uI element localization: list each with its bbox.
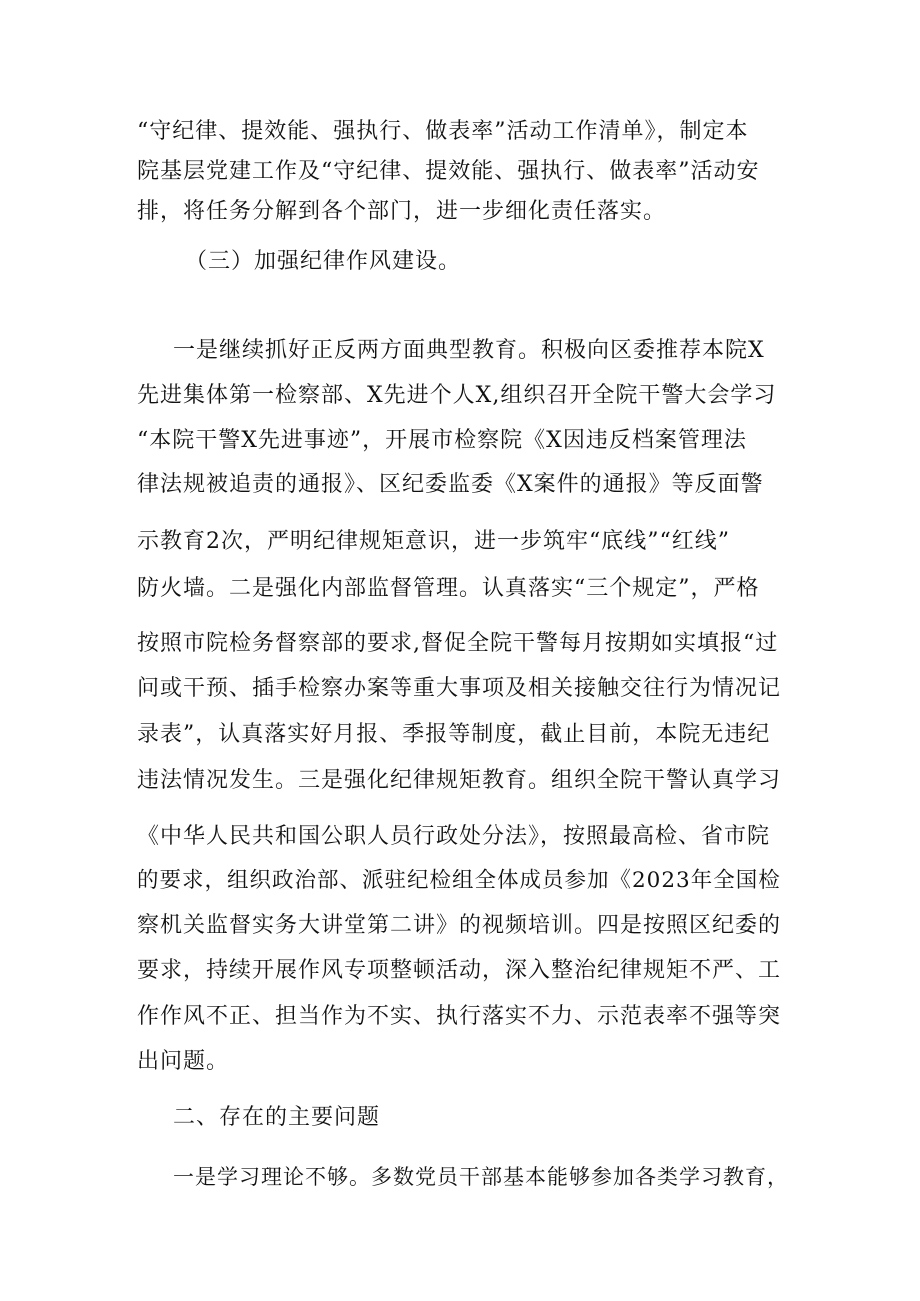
paragraph-line-18: 要求，持续开展作风专项整顿活动，深入整治纪律规矩不严、工: [137, 958, 782, 983]
paragraph-line-10: 防火墙。二是强化内部监督管理。认真落实“三个规定”，严格: [137, 576, 760, 601]
paragraph-line-11: 按照市院检务督察部的要求,督促全院干警每月按期如实填报“过: [137, 631, 779, 656]
paragraph-line-16: 的要求，组织政治部、派驻纪检组全体成员参加《2023年全国检: [137, 868, 781, 893]
paragraph-line-6: 先进集体第一检察部、X先进个人X,组织召开全院干警大会学习: [137, 383, 777, 408]
paragraph-line-3: 排，将任务分解到各个部门，进一步细化责任落实。: [137, 199, 667, 224]
paragraph-line-20: 出问题。: [137, 1049, 230, 1074]
paragraph-line-14: 违法情况发生。三是强化纪律规矩教育。组织全院干警认真学习: [137, 768, 782, 793]
paragraph-line-17: 察机关监督实务大讲堂第二讲》的视频培训。四是按照区纪委的: [137, 913, 782, 938]
section-heading-3: （三）加强纪律作风建设。: [185, 249, 462, 274]
paragraph-line-2: 院基层党建工作及“守纪律、提效能、强执行、做表率”活动安: [137, 159, 760, 184]
paragraph-line-12: 问或干预、插手检察办案等重大事项及相关接触交往行为情况记: [137, 676, 782, 701]
paragraph-line-15: 《中华人民共和国公职人员行政处分法》，按照最高检、省市院: [137, 824, 771, 849]
paragraph-line-9: 示教育2次，严明纪律规矩意识，进一步筑牢“底线”“红线”: [137, 529, 730, 554]
section-heading-2: 二、存在的主要问题: [173, 1105, 381, 1130]
paragraph-line-22: 一是学习理论不够。多数党员干部基本能够参加各类学习教育，: [173, 1165, 789, 1189]
paragraph-line-8: 律法规被追责的通报》、区纪委监委《X案件的通报》等反面警: [137, 472, 764, 497]
paragraph-line-7: “本院干警X先进事迹”，开展市检察院《X因违反档案管理法: [137, 428, 747, 453]
paragraph-line-13: 录表”，认真落实好月报、季报等制度，截止目前，本院无违纪: [137, 722, 771, 747]
paragraph-line-19: 作作风不正、担当作为不实、执行落实不力、示范表率不强等突: [137, 1004, 782, 1029]
paragraph-line-1: “守纪律、提效能、强执行、做表率”活动工作清单》，制定本: [137, 119, 749, 144]
paragraph-line-5: 一是继续抓好正反两方面典型教育。积极向区委推荐本院X: [173, 338, 765, 363]
